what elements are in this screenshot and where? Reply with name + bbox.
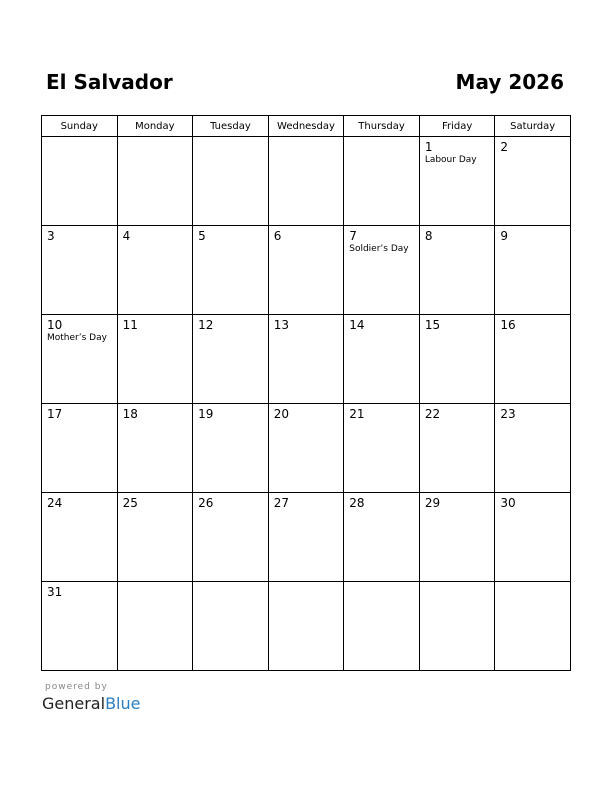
week-row: [42, 582, 571, 671]
day-number: [495, 582, 570, 585]
day-number: 17: [47, 407, 63, 421]
day-number: 22: [424, 407, 441, 421]
day-cell: [42, 137, 118, 226]
holiday-label: Soldier’s Day: [349, 244, 409, 254]
day-cell: [42, 404, 118, 493]
day-number: 12: [198, 318, 214, 332]
day-number: [193, 582, 268, 585]
day-cell: [495, 315, 571, 404]
day-number: 28: [349, 496, 365, 510]
day-number: 11: [122, 318, 138, 332]
month-title: May 2026: [455, 70, 564, 94]
week-row: [42, 226, 571, 315]
day-cell: [268, 137, 344, 226]
calendar-grid: [41, 115, 571, 671]
day-cell: [419, 404, 495, 493]
day-number: 23: [500, 407, 516, 421]
day-number: 1: [424, 140, 433, 154]
day-number: 26: [198, 496, 214, 510]
day-cell: [344, 137, 420, 226]
day-number: [344, 137, 419, 140]
day-number: 5: [198, 229, 206, 243]
day-cell: [495, 582, 571, 671]
day-number: 2: [500, 140, 509, 154]
day-cell: [495, 493, 571, 582]
day-cell: [117, 404, 193, 493]
day-cell: [42, 582, 118, 671]
week-row: [42, 493, 571, 582]
brand-blue-text: Blue: [105, 694, 141, 713]
powered-by-text: powered by: [45, 682, 108, 692]
day-number: 10: [47, 318, 63, 332]
weekday-tuesday: Tuesday: [193, 116, 269, 137]
day-number: 29: [424, 496, 441, 510]
day-number: 18: [122, 407, 138, 421]
week-row: [42, 315, 571, 404]
weekday-friday: Friday: [419, 116, 495, 137]
day-number: 20: [273, 407, 289, 421]
calendar-header: [42, 70, 570, 100]
day-number: 19: [198, 407, 214, 421]
day-number: 7: [349, 229, 357, 243]
day-cell: [117, 493, 193, 582]
week-row: [42, 404, 571, 493]
day-number: [193, 137, 268, 140]
weekday-thursday: Thursday: [344, 116, 420, 137]
day-cell: [268, 582, 344, 671]
day-cell: [193, 137, 269, 226]
weekday-header-row: [42, 116, 571, 137]
footer: [42, 682, 140, 713]
day-number: [269, 582, 344, 585]
day-number: 14: [349, 318, 365, 332]
day-number: 9: [500, 229, 509, 243]
day-cell: [193, 226, 269, 315]
weekday-sunday: Sunday: [42, 116, 118, 137]
weekday-monday: Monday: [117, 116, 193, 137]
day-number: [118, 137, 193, 140]
brand-general-text: General: [42, 694, 106, 713]
day-cell: [344, 226, 420, 315]
week-row: [42, 137, 571, 226]
day-number: [420, 582, 495, 585]
day-number: 31: [47, 585, 63, 599]
day-cell: [268, 404, 344, 493]
day-cell: [419, 137, 495, 226]
day-cell: [42, 493, 118, 582]
day-number: 4: [122, 229, 131, 243]
day-cell: [495, 137, 571, 226]
day-number: 6: [273, 229, 282, 243]
weekday-wednesday: Wednesday: [268, 116, 344, 137]
day-number: 16: [500, 318, 516, 332]
day-cell: [193, 582, 269, 671]
day-number: 27: [273, 496, 289, 510]
day-number: 13: [273, 318, 289, 332]
day-cell: [193, 315, 269, 404]
day-cell: [419, 226, 495, 315]
day-cell: [117, 315, 193, 404]
day-number: 24: [47, 496, 63, 510]
day-cell: [42, 315, 118, 404]
day-cell: [344, 493, 420, 582]
country-title: El Salvador: [46, 70, 173, 94]
day-number: 30: [500, 496, 516, 510]
day-cell: [42, 226, 118, 315]
day-number: [42, 137, 117, 140]
brand-logo: [42, 694, 140, 713]
day-number: 15: [424, 318, 441, 332]
day-cell: [268, 315, 344, 404]
day-cell: [419, 582, 495, 671]
day-cell: [193, 493, 269, 582]
day-number: [269, 137, 344, 140]
day-cell: [117, 226, 193, 315]
day-number: 3: [47, 229, 55, 243]
day-cell: [193, 404, 269, 493]
day-cell: [495, 226, 571, 315]
day-number: [118, 582, 193, 585]
day-cell: [268, 493, 344, 582]
day-cell: [495, 404, 571, 493]
day-cell: [268, 226, 344, 315]
day-cell: [117, 582, 193, 671]
day-number: 21: [349, 407, 365, 421]
weekday-saturday: Saturday: [495, 116, 571, 137]
day-cell: [117, 137, 193, 226]
holiday-label: Mother’s Day: [47, 333, 107, 343]
day-cell: [419, 315, 495, 404]
day-cell: [344, 404, 420, 493]
holiday-label: Labour Day: [424, 155, 477, 165]
day-number: 25: [122, 496, 138, 510]
day-cell: [344, 582, 420, 671]
day-number: [344, 582, 419, 585]
day-number: 8: [424, 229, 433, 243]
day-cell: [419, 493, 495, 582]
day-cell: [344, 315, 420, 404]
